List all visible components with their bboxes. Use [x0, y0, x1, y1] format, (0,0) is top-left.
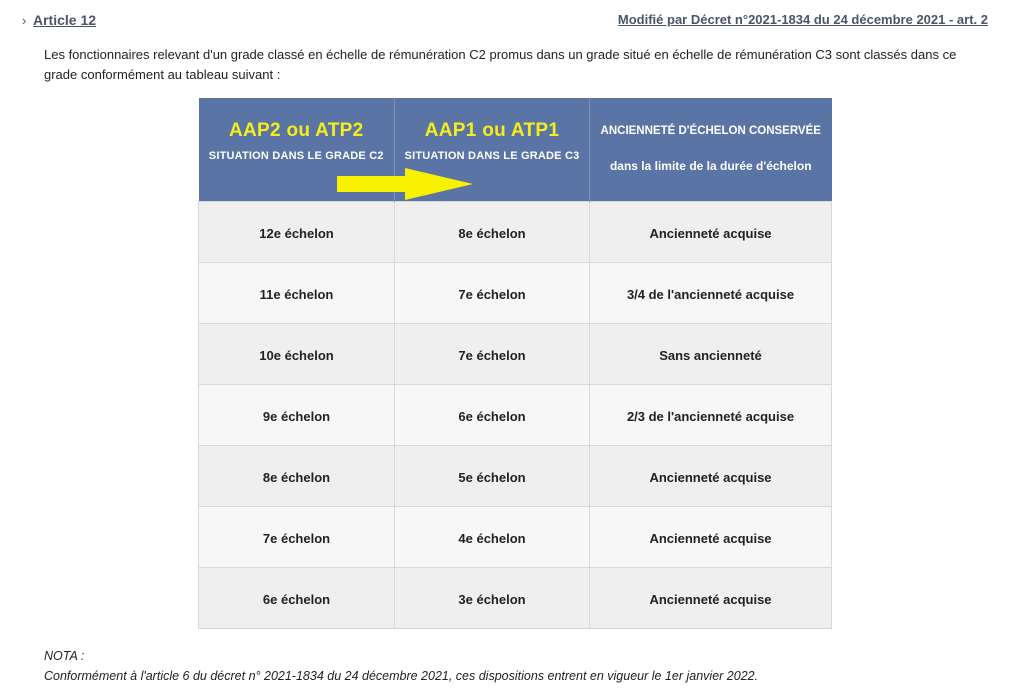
header-grade-c3-title: AAP1 ou ATP1	[424, 120, 560, 141]
modified-by-link[interactable]: Modifié par Décret n°2021-1834 du 24 décembre 2021 - art. 2	[617, 12, 988, 27]
cell-grade-c2: 8e échelon	[199, 446, 395, 507]
table-row	[199, 385, 832, 446]
table-row	[199, 507, 832, 568]
cell-anciennete: Ancienneté acquise	[590, 446, 832, 507]
table-row	[199, 202, 832, 263]
cell-grade-c2: 7e échelon	[199, 507, 395, 568]
header-grade-c2-subtitle: SITUATION DANS LE GRADE C2	[208, 150, 384, 162]
cell-grade-c3: 4e échelon	[395, 507, 590, 568]
classification-table	[198, 98, 832, 629]
table-row	[199, 263, 832, 324]
table-row	[199, 324, 832, 385]
arrow-right-icon	[337, 168, 477, 200]
nota-section	[44, 646, 758, 686]
cell-anciennete: Ancienneté acquise	[590, 202, 832, 263]
cell-grade-c3: 6e échelon	[395, 385, 590, 446]
table-header-row	[199, 98, 832, 202]
intro-paragraph: Les fonctionnaires relevant d'un grade classé en échelle de rémunération C2 promus dans un grade situé en échelle de rémunération C3 sont classés dans ce grade conformément au tableau suivant :	[44, 47, 957, 82]
nota-label: NOTA :	[44, 649, 85, 663]
cell-anciennete: 2/3 de l'ancienneté acquise	[590, 385, 832, 446]
article-title-link[interactable]: Article 12	[33, 12, 97, 28]
article-header	[22, 10, 988, 34]
cell-anciennete: Ancienneté acquise	[590, 568, 832, 629]
cell-grade-c3: 3e échelon	[395, 568, 590, 629]
cell-anciennete: Ancienneté acquise	[590, 507, 832, 568]
cell-grade-c2: 6e échelon	[199, 568, 395, 629]
cell-anciennete: Sans ancienneté	[590, 324, 832, 385]
table-row	[199, 446, 832, 507]
header-grade-c3-subtitle: SITUATION DANS LE GRADE C3	[404, 150, 580, 162]
cell-grade-c3: 5e échelon	[395, 446, 590, 507]
header-grade-c2-title: AAP2 ou ATP2	[228, 120, 364, 141]
header-anciennete-title: ANCIENNETÉ D'ÉCHELON CONSERVÉE	[600, 125, 821, 137]
chevron-right-icon[interactable]: ›	[22, 13, 27, 28]
cell-grade-c2: 11e échelon	[199, 263, 395, 324]
cell-anciennete: 3/4 de l'ancienneté acquise	[590, 263, 832, 324]
cell-grade-c2: 9e échelon	[199, 385, 395, 446]
cell-grade-c2: 10e échelon	[199, 324, 395, 385]
cell-grade-c3: 8e échelon	[395, 202, 590, 263]
arrow-shape	[337, 168, 473, 200]
header-anciennete	[590, 98, 832, 202]
nota-text: Conformément à l'article 6 du décret n° 2021-1834 du 24 décembre 2021, ces dispositions entrent en vigueur le 1er janvier 2022.	[44, 669, 759, 683]
header-anciennete-subtitle: dans la limite de la durée d'échelon	[609, 159, 812, 173]
table-row	[199, 568, 832, 629]
cell-grade-c3: 7e échelon	[395, 324, 590, 385]
cell-grade-c2: 12e échelon	[199, 202, 395, 263]
cell-grade-c3: 7e échelon	[395, 263, 590, 324]
